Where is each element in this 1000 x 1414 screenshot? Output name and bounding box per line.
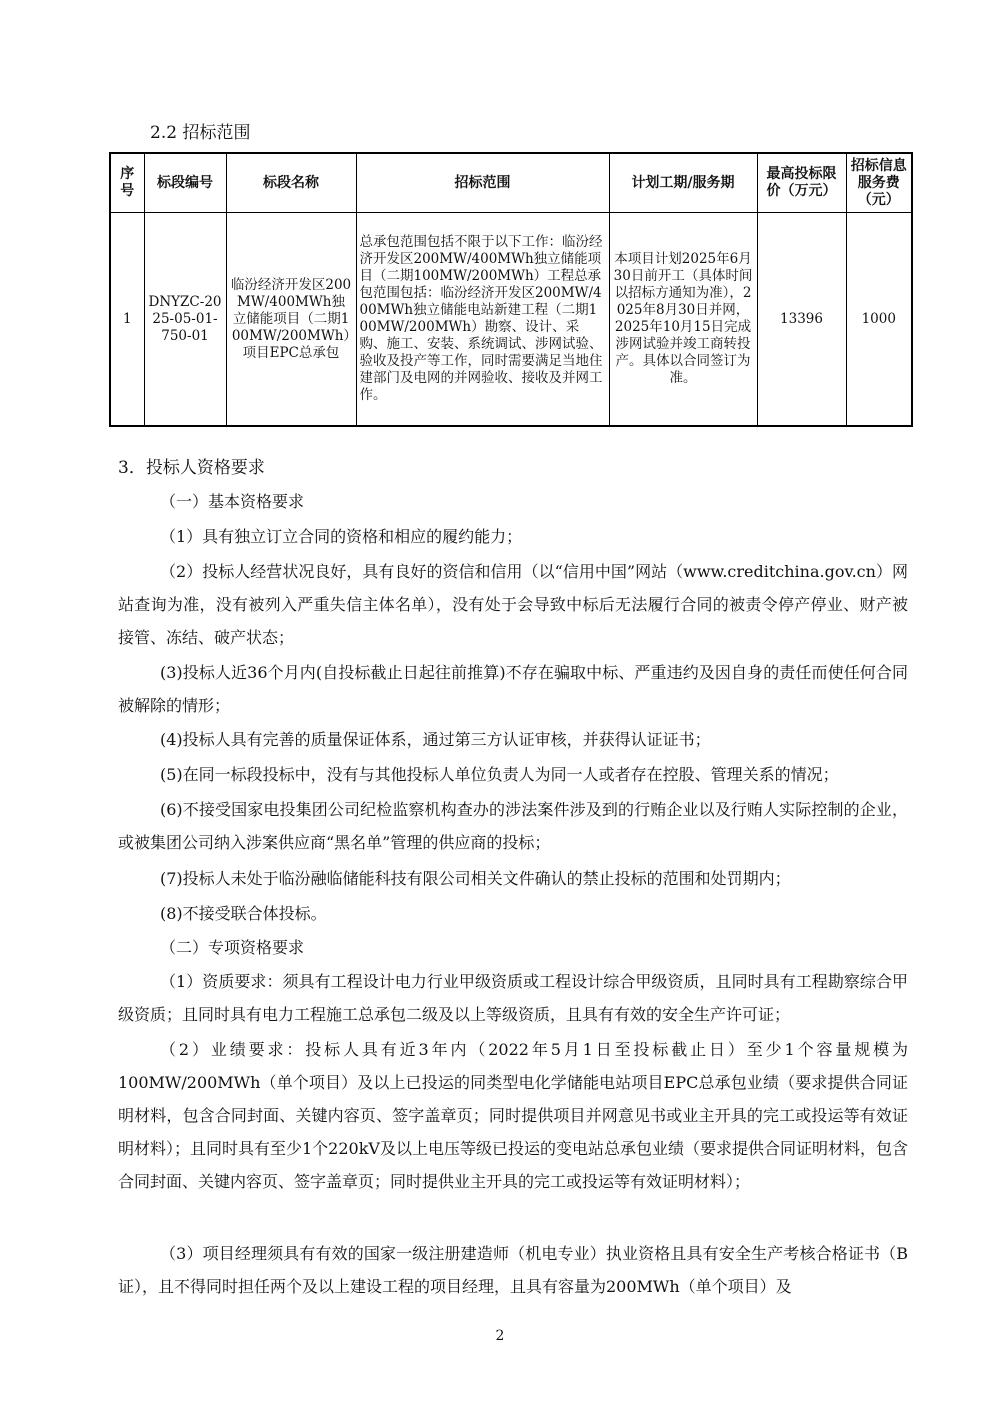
header-period: 计划工期/服务期 bbox=[609, 153, 757, 213]
bid-scope-table bbox=[109, 152, 913, 427]
basic-requirements-title: （一）基本资格要求 bbox=[160, 492, 305, 511]
basic-requirement-5: (5)在同一标段投标中，没有与其他投标人单位负责人为同一人或者存在控股、管理关系的情况； bbox=[160, 765, 839, 784]
basic-requirement-6: (6)不接受国家电投集团公司纪检监察机构查办的涉法案件涉及到的行贿企业以及行贿人实际控制的企业，或被集团公司纳入涉案供应商“黑名单”管理的供应商的投标； bbox=[118, 800, 908, 852]
special-requirement-1: （1）资质要求：须具有工程设计电力行业甲级资质或工程设计综合甲级资质，且同时具有工程勘察综合甲级资质；且同时具有电力工程施工总承包二级及以上等级资质，且具有有效的安全生产许可证； bbox=[118, 972, 908, 1024]
header-fee: 招标信息服务费（元） bbox=[846, 153, 912, 213]
cell-period: 本项目计划2025年6月30日前开工（具体时间以招标方通知为准），2025年8月30日并网，2025年10月15日完成涉网试验并竣工商转投产。具体以合同签订为准。 bbox=[609, 213, 757, 427]
basic-requirement-2: （2）投标人经营状况良好，具有良好的资信和信用（以“信用中国”网站（www.creditchina.gov.cn）网站查询为准，没有被列入严重失信主体名单），没有处于会导致中标后无法履行合同的被责令停产停业、财产被接管、冻结、破产状态； bbox=[118, 562, 908, 647]
header-code: 标段编号 bbox=[144, 153, 226, 213]
cell-max-price: 13396 bbox=[757, 213, 846, 427]
basic-requirement-4: (4)投标人具有完善的质量保证体系，通过第三方认证审核，并获得认证证书； bbox=[160, 730, 711, 749]
table-header-row bbox=[110, 153, 912, 213]
basic-requirement-8: (8)不接受联合体投标。 bbox=[160, 904, 327, 923]
cell-scope: 总承包范围包括不限于以下工作：临汾经济开发区200MW/400MWh独立储能项目（二期100MW/200MWh）工程总承包范围包括：临汾经济开发区200MW/400MWh独立储能电站新建工程（二期100MW/200MWh）勘察、设计、采购、施工、安装、系统调试、涉网试验、验收及投产等工作，同时需要满足当地住建部门及电网的并网验收、接收及并网工作。 bbox=[356, 213, 609, 427]
special-requirement-2: （2）业绩要求：投标人具有近3年内（2022年5月1日至投标截止日）至少1个容量规模为100MW/200MWh（单个项目）及以上已投运的同类型电化学储能电站项目EPC总承包业绩（要求提供合同证明材料，包含合同封面、关键内容页、签字盖章页；同时提供项目并网意见书或业主开具的完工或投运等有效证明材料）；且同时具有至少1个220kV及以上电压等级已投运的变电站总承包业绩（要求提供合同证明材料，包含合同封面、关键内容页、签字盖章页；同时提供业主开具的完工或投运等有效证明材料）； bbox=[118, 1040, 908, 1191]
header-max-price: 最高投标限价（万元） bbox=[757, 153, 846, 213]
special-requirement-3: （3）项目经理须具有有效的国家一级注册建造师（机电专业）执业资格且具有安全生产考核合格证书（B证），且不得同时担任两个及以上建设工程的项目经理，且具有容量为200MWh（单个项目）及 bbox=[118, 1244, 908, 1296]
section-3-title: 3．投标人资格要求 bbox=[118, 458, 265, 478]
header-no: 序号 bbox=[110, 153, 144, 213]
section-title: 2.2 招标范围 bbox=[150, 123, 251, 143]
page-number: 2 bbox=[495, 1328, 505, 1344]
basic-requirement-3: (3)投标人近36个月内(自投标截止日起往前推算)不存在骗取中标、严重违约及因自身的责任而使任何合同被解除的情形； bbox=[118, 663, 908, 715]
basic-requirement-1: （1）具有独立订立合同的资格和相应的履约能力； bbox=[160, 527, 523, 546]
cell-name: 临汾经济开发区200MW/400MWh独立储能项目（二期100MW/200MWh）项目EPC总承包 bbox=[226, 213, 356, 427]
header-scope: 招标范围 bbox=[356, 153, 609, 213]
header-name: 标段名称 bbox=[226, 153, 356, 213]
special-requirements-title: （二）专项资格要求 bbox=[160, 938, 305, 957]
basic-requirement-7: (7)投标人未处于临汾融临储能科技有限公司相关文件确认的禁止投标的范围和处罚期内； bbox=[160, 869, 791, 888]
cell-code: DNYZC-2025-05-01-750-01 bbox=[144, 213, 226, 427]
cell-fee: 1000 bbox=[846, 213, 912, 427]
cell-no: 1 bbox=[110, 213, 144, 427]
table-row bbox=[110, 213, 912, 427]
